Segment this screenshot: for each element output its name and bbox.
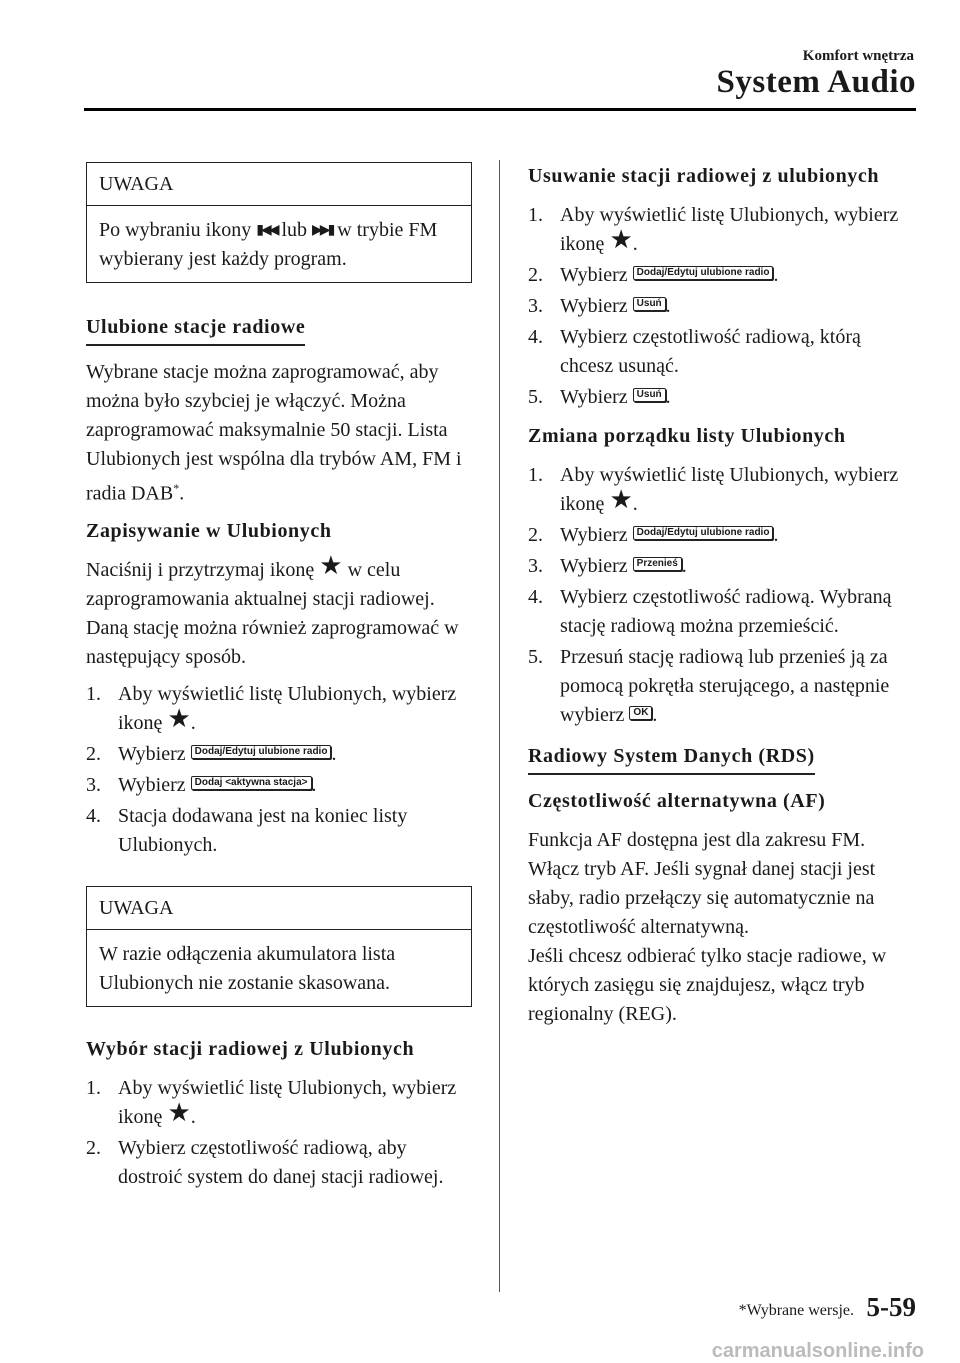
step-text: Wybierz — [560, 264, 633, 286]
note-title: UWAGA — [87, 163, 471, 206]
note-title: UWAGA — [87, 887, 471, 930]
step-text: Wybierz częstotliwość radiową, aby dostroić system do danej stacji radiowej. — [118, 1136, 444, 1188]
step-text: Wybierz częstotliwość radiową. Wybraną stację radiową można przemieścić. — [560, 586, 892, 637]
delete-key: Usuń — [633, 297, 666, 311]
step-number: 1. — [528, 464, 543, 486]
page-number: 5-59 — [866, 1292, 916, 1322]
star-icon: ★ — [609, 225, 633, 254]
footnote-marker: * — [173, 481, 180, 495]
left-column — [86, 162, 472, 1198]
reorder-heading: Zmiana porządku listy Ulubionych — [528, 425, 846, 447]
list-item — [86, 1134, 472, 1192]
star-icon: ★ — [319, 550, 343, 580]
list-item: 5. Przesuń stację radiową lub przenieś ją za pomocą pokrętła sterującego, a następnie wybierz OK . — [528, 643, 914, 730]
right-column — [528, 162, 914, 1029]
af-text: Funkcja AF dostępna jest dla zakresu FM. Włącz tryb AF. Jeśli sygnał danej stacji jest słaby, radio przełączy się automatycznie na częstotliwość alternatywną. — [528, 829, 876, 938]
list-item — [528, 583, 914, 641]
favorites-intro-text: Wybrane stacje można zaprogramować, aby można było szybciej je włączyć. Można zaprogramować maksymalnie 50 stacji. Lista Ulubionych jest wspólna dla trybów AM, FM i radia DAB — [86, 361, 462, 505]
step-text: Wybierz — [560, 386, 633, 408]
favorites-heading: Ulubione stacje radiowe — [86, 313, 305, 346]
step-number: 2. — [86, 742, 101, 765]
step-number: 3. — [86, 773, 101, 796]
column-divider — [499, 160, 500, 1292]
remove-heading: Usuwanie stacji radiowej z ulubionych — [528, 165, 880, 187]
save-steps — [86, 680, 472, 860]
footnote: *Wybrane wersje. — [738, 1302, 854, 1319]
step-text: Stacja dodawana jest na koniec listy Ulubionych. — [118, 804, 408, 856]
step-text: Wybierz — [118, 773, 191, 796]
step-number: 3. — [528, 555, 543, 577]
save-heading: Zapisywanie w Ulubionych — [86, 519, 332, 542]
list-item: 1. Aby wyświetlić listę Ulubionych, wybierz ikonę ★. — [528, 461, 914, 519]
step-text: Wybierz — [560, 555, 633, 577]
step-text: Wybierz — [560, 524, 633, 546]
next-track-icon: ▶▶▮ — [312, 223, 333, 238]
step-number: 3. — [528, 295, 543, 317]
step-number: 5. — [528, 386, 543, 408]
step-number: 2. — [86, 1136, 101, 1159]
step-text: Aby wyświetlić listę Ulubionych, wybierz ikonę — [560, 464, 899, 515]
af-heading: Częstotliwość alternatywna (AF) — [528, 790, 826, 812]
note-box — [86, 162, 472, 283]
step-number: 5. — [528, 646, 543, 668]
star-icon: ★ — [167, 703, 191, 733]
list-item — [528, 323, 914, 381]
save-intro-a: Naciśnij i przytrzymaj ikonę — [86, 558, 320, 581]
add-active-station-key: Dodaj <aktywna stacja> — [191, 776, 312, 790]
page-title: System Audio — [716, 64, 916, 100]
previous-track-icon: ▮◀◀ — [256, 223, 277, 238]
rds-heading: Radiowy System Danych (RDS) — [528, 742, 815, 775]
step-text: Aby wyświetlić listę Ulubionych, wybierz ikonę — [118, 1076, 457, 1128]
delete-key: Usuń — [633, 388, 666, 402]
save-intro-b: w celu zaprogramowania aktualnej stacji radiowej. Daną stację można również zaprogramować w następujący sposób. — [86, 558, 459, 668]
step-number: 2. — [528, 264, 543, 286]
list-item: 2. Wybierz Dodaj/Edytuj ulubione radio . — [528, 521, 914, 550]
reorder-steps — [528, 461, 914, 730]
step-text: Przesuń stację radiową lub przenieś ją za pomocą pokrętła sterującego, a następnie wybierz — [560, 646, 890, 726]
list-item: 1. Aby wyświetlić listę Ulubionych, wybierz ikonę ★. — [528, 201, 914, 259]
list-item: 3. Wybierz Dodaj <aktywna stacja> . — [86, 771, 472, 800]
note-text — [87, 206, 471, 282]
watermark: carmanualsonline.info — [711, 1340, 924, 1362]
step-number: 4. — [528, 586, 543, 608]
select-heading: Wybór stacji radiowej z Ulubionych — [86, 1037, 415, 1060]
ok-key: OK — [629, 706, 652, 720]
header-rule — [84, 108, 916, 111]
remove-steps — [528, 201, 914, 412]
section-label: Komfort wnętrza — [802, 48, 914, 64]
step-text: Wybierz częstotliwość radiową, którą chcesz usunąć. — [560, 326, 861, 377]
list-item: 1. Aby wyświetlić listę Ulubionych, wybierz ikonę ★. — [86, 1074, 472, 1132]
note-text: W razie odłączenia akumulatora lista Ulubionych nie zostanie skasowana. — [99, 942, 396, 994]
step-number: 4. — [86, 804, 101, 827]
step-text: Aby wyświetlić listę Ulubionych, wybierz ikonę — [118, 682, 457, 734]
note-box — [86, 886, 472, 1007]
step-text: Aby wyświetlić listę Ulubionych, wybierz ikonę — [560, 204, 899, 255]
step-number: 1. — [86, 1076, 101, 1099]
step-number: 1. — [528, 204, 543, 226]
list-item: 1. Aby wyświetlić listę Ulubionych, wybierz ikonę ★. — [86, 680, 472, 738]
list-item: 3. Wybierz Przenieś . — [528, 552, 914, 581]
step-number: 4. — [528, 326, 543, 348]
list-item — [86, 802, 472, 860]
favorites-intro-end: . — [179, 482, 185, 505]
step-number: 1. — [86, 682, 101, 705]
note-text-a: Po wybraniu ikony — [99, 219, 257, 241]
note-text-or: lub — [276, 219, 313, 241]
list-item: 2. Wybierz Dodaj/Edytuj ulubione radio . — [86, 740, 472, 769]
favorites-intro — [86, 358, 472, 509]
add-edit-favorites-key: Dodaj/Edytuj ulubione radio — [633, 266, 774, 280]
step-text: Wybierz — [560, 295, 633, 317]
step-number: 2. — [528, 524, 543, 546]
note-text-b: w trybie FM wybierany jest każdy program. — [99, 219, 438, 270]
star-icon: ★ — [609, 485, 633, 514]
select-steps — [86, 1074, 472, 1192]
save-intro — [86, 550, 472, 672]
add-edit-favorites-key: Dodaj/Edytuj ulubione radio — [633, 526, 774, 540]
list-item: 2. Wybierz Dodaj/Edytuj ulubione radio . — [528, 261, 914, 290]
list-item: 3. Wybierz Usuń . — [528, 292, 914, 321]
star-icon: ★ — [167, 1097, 191, 1127]
add-edit-favorites-key: Dodaj/Edytuj ulubione radio — [191, 745, 332, 759]
move-key: Przenieś — [633, 557, 682, 571]
list-item: 5. Wybierz Usuń . — [528, 383, 914, 412]
reg-text: Jeśli chcesz odbierać tylko stacje radiowe, w których zasięgu się znajdujesz, włącz tryb regionalny (REG). — [528, 945, 887, 1025]
step-text: Wybierz — [118, 742, 191, 765]
